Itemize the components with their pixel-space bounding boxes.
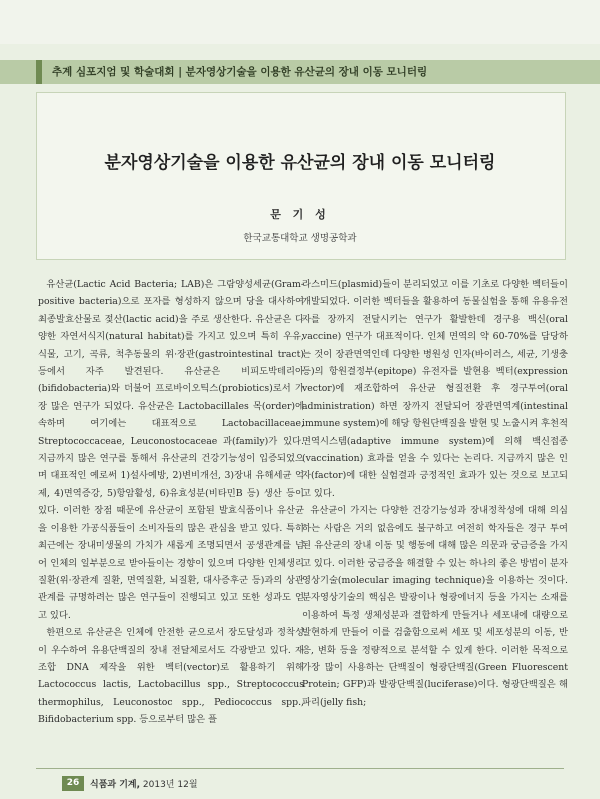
- left-paragraph-2: 한편으로 유산균은 인체에 안전한 균으로서 장도달성과 정착성이 우수하여 유용단백질의 장내 전달체로서도 각광받고 있다. 재조합 DNA 제작을 위한 벡터(vector)로 활용하기 위해 Lactococcus lactis, Lactobacillus spp., Streptococcus thermophilus, Leuconostoc spp., Pediococcus spp., Bifidobacterium spp. 등으로부터 많은 플: [38, 627, 304, 726]
- journal-name: 식품과 기계,: [90, 780, 141, 790]
- top-margin-band: [0, 0, 600, 44]
- running-header-title: 추계 심포지엄 및 학술대회 | 분자영상기술을 이용한 유산균의 장내 이동 모니터링: [52, 66, 428, 78]
- journal-issue: 2013년 12월: [142, 780, 198, 790]
- left-paragraph-1: 유산균(Lactic Acid Bacteria; LAB)은 그람양성세균(Gram-positive bacteria)으로 포자를 형성하지 않으며 당을 대사하여 최종발효산물로 젖산(lactic acid)을 주로 생산한다. 유산균은 다양한 자연서식지(natural habitat)를 가지고 있으며 특히 우유, 식물, 고기, 곡류, 척추동물의 위·장관(gastrointestinal tract) 등에서 자주 발견된다. 유산균은 비피도박테리아(bifidobacteria)와 더불어 프로바이오틱스(probiotics)로서 가장 많은 연구가 되었다. 유산균은 Lactobacillales 목(order)에 속하며 여기에는 대표적으로 Lactobacillaceae, Streptococcaceae, Leuconostocaceae 과(family)가 있다. 지금까지 많은 연구를 통해서 유산균의 건강기능성이 입증되었으며 대표적인 예로써 1)설사예방, 2)변비개선, 3)장내 유해세균 억제, 4)면역증강, 5)항암활성, 6)유효성분(비타민B 등) 생산 등이 있다. 이러한 장점 때문에 유산균이 포함된 발효식품이나 유산균을 이용한 가공식품들이 소비자들의 많은 관심을 받고 있다. 특히 최근에는 장내미생물의 가치가 새롭게 조명되면서 공생관계를 넘어 인체의 일부분으로 받아들이는 경향이 있으며 다양한 인체생리질환(위·장관계 질환, 면역질환, 뇌질환, 대사증후군 등)과의 상관관계를 규명하려는 많은 연구들이 진행되고 있고 또한 성과도 얻고 있다.: [38, 279, 304, 621]
- right-paragraph-1: 라스미드(plasmid)들이 분리되었고 이를 기초로 다양한 벡터들이 개발되었다. 이러한 벡터들을 활용하여 동물실험을 통해 유용유전자를 장까지 전달시키는 연구가 활발한데 경구용 백신(oral vaccine) 연구가 대표적이다. 인체 면역의 약 60-70%를 담당하는 것이 장관면역인데 다양한 병원성 인자(바이러스, 세균, 기생충 등)의 항원결정부(epitope) 유전자를 발현용 벡터(expression vector)에 재조합하여 유산균 형질전환 후 경구투여(oral administration) 하면 장까지 전달되어 장관면역계(intestinal immune system)에 해당 항원단백질을 발현 및 노출시켜 후천적 면역시스템(adaptive immune system)에 의해 백신접종(vaccination) 효과를 얻을 수 있다는 논리다. 지금까지 많은 인자(factor)에 대한 실험결과 긍정적인 효과가 있는 것으로 보고되고 있다.: [302, 279, 568, 499]
- author-name: 문 기 성: [270, 208, 330, 221]
- running-header-accent: [36, 60, 42, 84]
- footer-rule: [36, 768, 564, 769]
- author-affiliation: 한국교통대학교 생명공학과: [243, 233, 357, 244]
- article-title: 분자영상기술을 이용한 유산균의 장내 이동 모니터링: [104, 153, 496, 173]
- body-left-column: [38, 276, 304, 729]
- page-number: 26: [62, 776, 84, 791]
- footer-journal: [90, 777, 198, 790]
- right-paragraph-2: 유산균이 가지는 다양한 건강기능성과 장내정착성에 대해 의심하는 사람은 거의 없음에도 불구하고 여전히 학자들은 경구 투여된 유산균의 장내 이동 및 행동에 대해 많은 의문과 궁금증을 가지고 있다. 이러한 궁금증을 해결할 수 있는 하나의 좋은 방법이 분자영상기술(molecular imaging technique)을 이용하는 것이다. 분자영상기술의 핵심은 발광이나 형광에너지 등을 가지는 소재를 이용하여 특정 생체성분과 결합하게 만들거나 세포내에 대량으로 발현하게 만들어 이를 검출함으로써 세포 및 세포성분의 이동, 반응, 변화 등을 정량적으로 분석할 수 있게 한다. 이러한 목적으로 가장 많이 사용하는 단백질이 형광단백질(Green Fluorescent Protein; GFP)과 발광단백질(luciferase)이다. 형광단백질은 해파리(jelly fish;: [302, 505, 569, 708]
- body-right-column: [302, 276, 568, 711]
